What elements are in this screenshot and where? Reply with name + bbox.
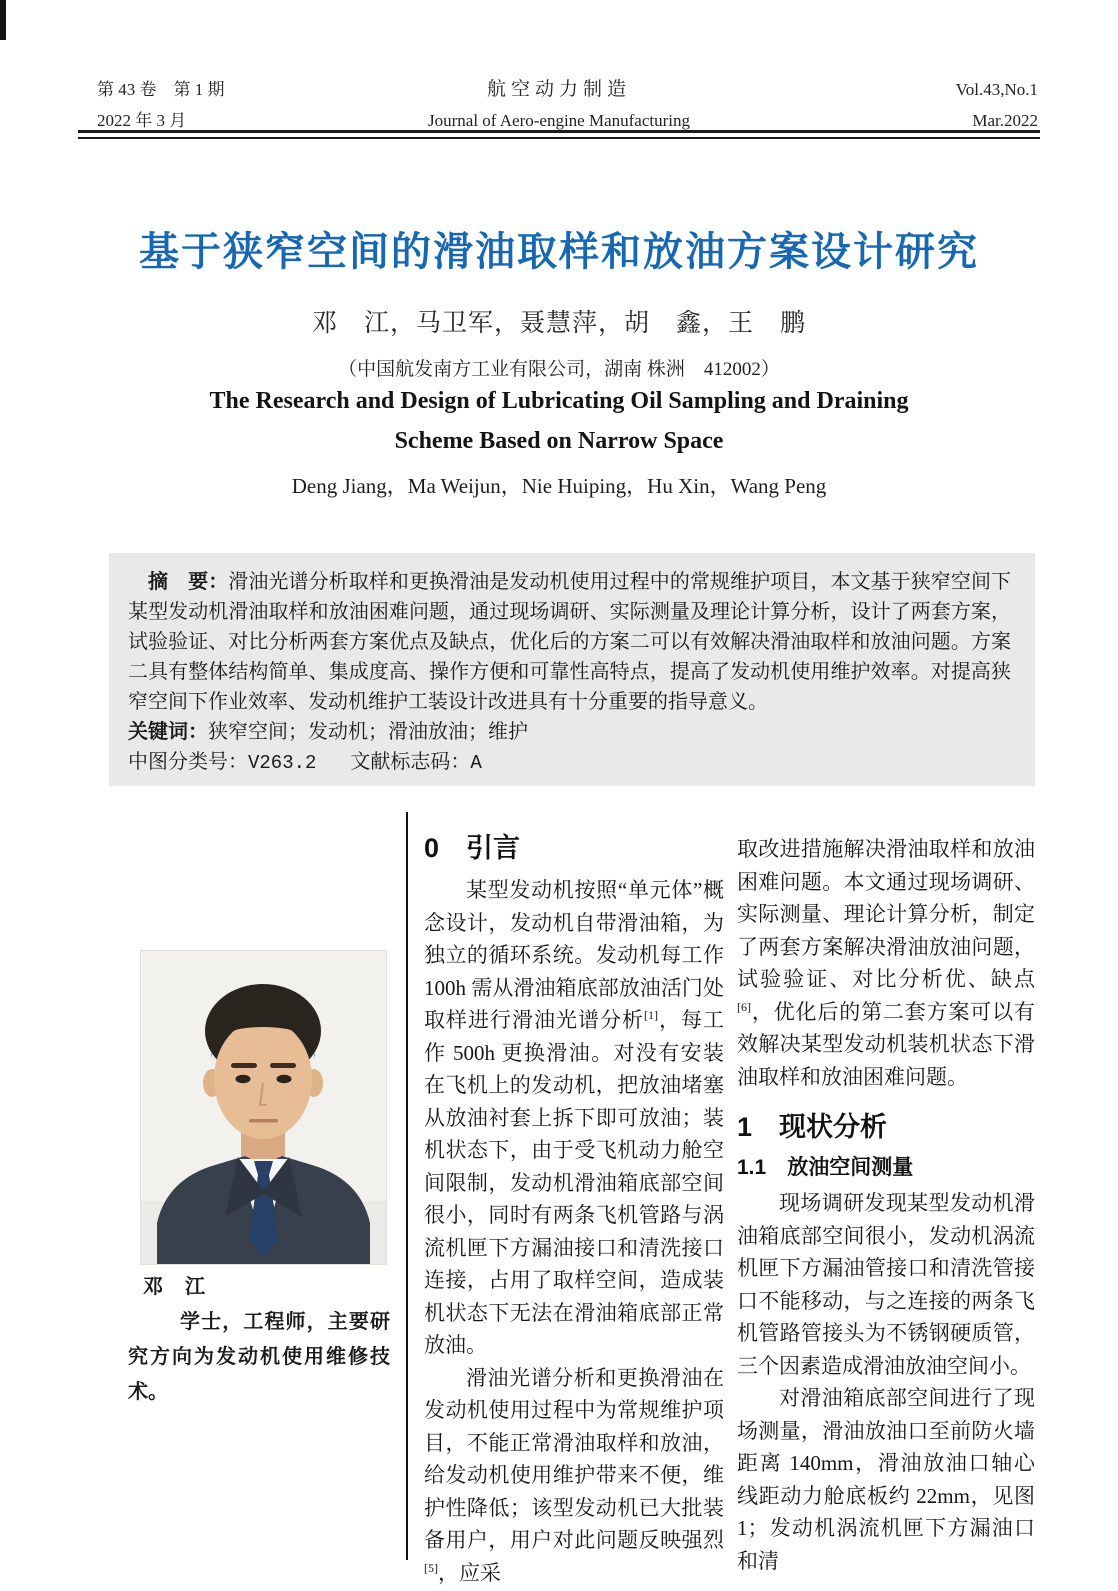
section-1-1-paragraph-2: 对滑油箱底部空间进行了现场测量，滑油放油口至前防火墙距离 140mm，滑油放油口轴心线距动力舱底板约 22mm，见图 1；发动机涡流机匣下方漏油口和清 bbox=[737, 1386, 1035, 1573]
intro-paragraph-2-continued bbox=[737, 833, 1035, 1093]
text-run: ，应采 bbox=[438, 1560, 501, 1585]
clc-code: V263.2 bbox=[248, 752, 317, 774]
eye-left bbox=[236, 1075, 251, 1083]
keywords-line bbox=[128, 717, 1011, 747]
intro-paragraph-2 bbox=[424, 1362, 724, 1590]
doc-label: 文献标志码： bbox=[350, 751, 471, 773]
paper-title-en-line1: The Research and Design of Lubricating Oil Sampling and Draining bbox=[209, 388, 909, 414]
issue-date-cn: 2022 年 3 月 bbox=[97, 111, 187, 130]
authors-en: Deng Jiang，Ma Weijun，Nie Huiping，Hu Xin，Wang Peng bbox=[291, 474, 827, 498]
paper-title-cn: 基于狭窄空间的滑油取样和放油方案设计研究 bbox=[139, 230, 979, 274]
section-1-1-paragraph-1: 现场调研发现某型发动机滑油箱底部空间很小，发动机涡流机匣下方漏油管接口和清洗管接口不能移动，与之连接的两条飞机管路管接头为不锈钢硬质管，三个因素造成滑油放油空间小。 bbox=[737, 1191, 1035, 1378]
classification-line bbox=[128, 747, 1011, 778]
eyebrow-right bbox=[270, 1063, 296, 1068]
abstract-text: 滑油光谱分析取样和更换滑油是发动机使用过程中的常规维护项目，本文基于狭窄空间下某型发动机滑油取样和放油困难问题，通过现场调研、实际测量及理论计算分析，设计了两套方案，试验验证、对比分析两套方案优点及缺点，优化后的方案二可以有效解决滑油取样和放油问题。方案二具有整体结构简单、集成度高、操作方便和可靠性高特点，提高了发动机使用维护效率。对提高狭窄空间下作业效率、发动机维护工装设计改进具有十分重要的指导意义。 bbox=[128, 571, 1012, 713]
eyebrow-left bbox=[231, 1063, 257, 1068]
volume-issue: 第 43 卷 第 1 期 bbox=[97, 80, 225, 99]
text-run: ，每工作 500h 更换滑油。对没有安装在飞机上的发动机，把放油堵塞从放油衬套上拆下即可放油；装机状态下，由于受飞机动力舱空间限制，发动机滑油箱底部空间很小，同时有两条飞机管路与涡流机匣下方漏油接口和清洗接口连接，占用了取样空间，造成装机状态下无法在滑油箱底部正常放油。 bbox=[424, 1008, 724, 1357]
keywords-label: 关键词： bbox=[128, 721, 208, 743]
clc-label: 中图分类号： bbox=[128, 751, 248, 773]
abstract-paragraph bbox=[128, 567, 1011, 717]
journal-vol-en bbox=[956, 74, 1038, 136]
header-rule-thick bbox=[78, 130, 1040, 133]
section-heading-0: 0 引言 bbox=[424, 833, 521, 863]
eye-right bbox=[277, 1075, 292, 1083]
author-photo bbox=[140, 950, 387, 1265]
author-bio bbox=[128, 1270, 390, 1410]
text-run: 取改进措施解决滑油取样和放油困难问题。本文通过现场调研、实际测量、理论计算分析，制定了两套方案解决滑油放油问题，试验验证、对比分析优、缺点 bbox=[737, 837, 1035, 991]
journal-name bbox=[0, 74, 1118, 136]
intro-paragraph-1 bbox=[424, 874, 724, 1362]
reference-mark-5: [5] bbox=[424, 1560, 438, 1575]
column-divider bbox=[406, 812, 408, 1560]
affiliation: （中国航发南方工业有限公司，湖南 株洲 412002） bbox=[338, 359, 780, 380]
text-run: 某型发动机按照“单元体”概念设计，发动机自带滑油箱，为独立的循环系统。发动机每工作 100h 需从滑油箱底部放油活门处取样进行滑油光谱分析 bbox=[424, 878, 724, 1032]
author-name: 邓 江 bbox=[143, 1276, 206, 1298]
keywords-text: 狭窄空间；发动机；滑油放油；维护 bbox=[208, 721, 528, 743]
abstract-label: 摘 要： bbox=[148, 571, 229, 593]
authors-cn: 邓 江，马卫军，聂慧萍，胡 鑫，王 鹏 bbox=[311, 310, 806, 337]
body-column-right bbox=[737, 833, 1035, 1577]
abstract-box bbox=[109, 553, 1035, 786]
header-rule-thin bbox=[78, 137, 1040, 139]
paper-title-en-line2: Scheme Based on Narrow Space bbox=[394, 428, 724, 454]
author-bio-text: 学士，工程师，主要研究方向为发动机使用维修技术。 bbox=[128, 1311, 390, 1403]
text-run: ，优化后的第二套方案可以有效解决某型发动机装机状态下滑油取样和放油困难问题。 bbox=[737, 999, 1035, 1089]
reference-mark-1: [1] bbox=[644, 1008, 658, 1022]
mouth bbox=[249, 1119, 278, 1123]
scan-artifact bbox=[0, 0, 6, 40]
vol-no-en: Vol.43,No.1 bbox=[955, 80, 1038, 99]
body-column-left bbox=[424, 830, 724, 1589]
text-run: 滑油光谱分析和更换滑油在发动机使用过程中为常规维护项目，不能正常滑油取样和放油，给发动机使用维护带来不便，维护性降低；该型发动机已大批装备用户，用户对此问题反映强烈 bbox=[424, 1365, 724, 1552]
doc-code: A bbox=[470, 752, 482, 774]
section-heading-1-1: 1.1 放油空间测量 bbox=[737, 1156, 914, 1179]
portrait-illustration bbox=[141, 951, 386, 1264]
issue-date-en: Mar.2022 bbox=[972, 111, 1038, 130]
reference-mark-6: [6] bbox=[737, 999, 751, 1014]
section-heading-1: 1 现状分析 bbox=[737, 1112, 888, 1142]
journal-name-cn: 航空动力制造 bbox=[486, 79, 631, 100]
journal-name-en: Journal of Aero-engine Manufacturing bbox=[428, 111, 690, 130]
